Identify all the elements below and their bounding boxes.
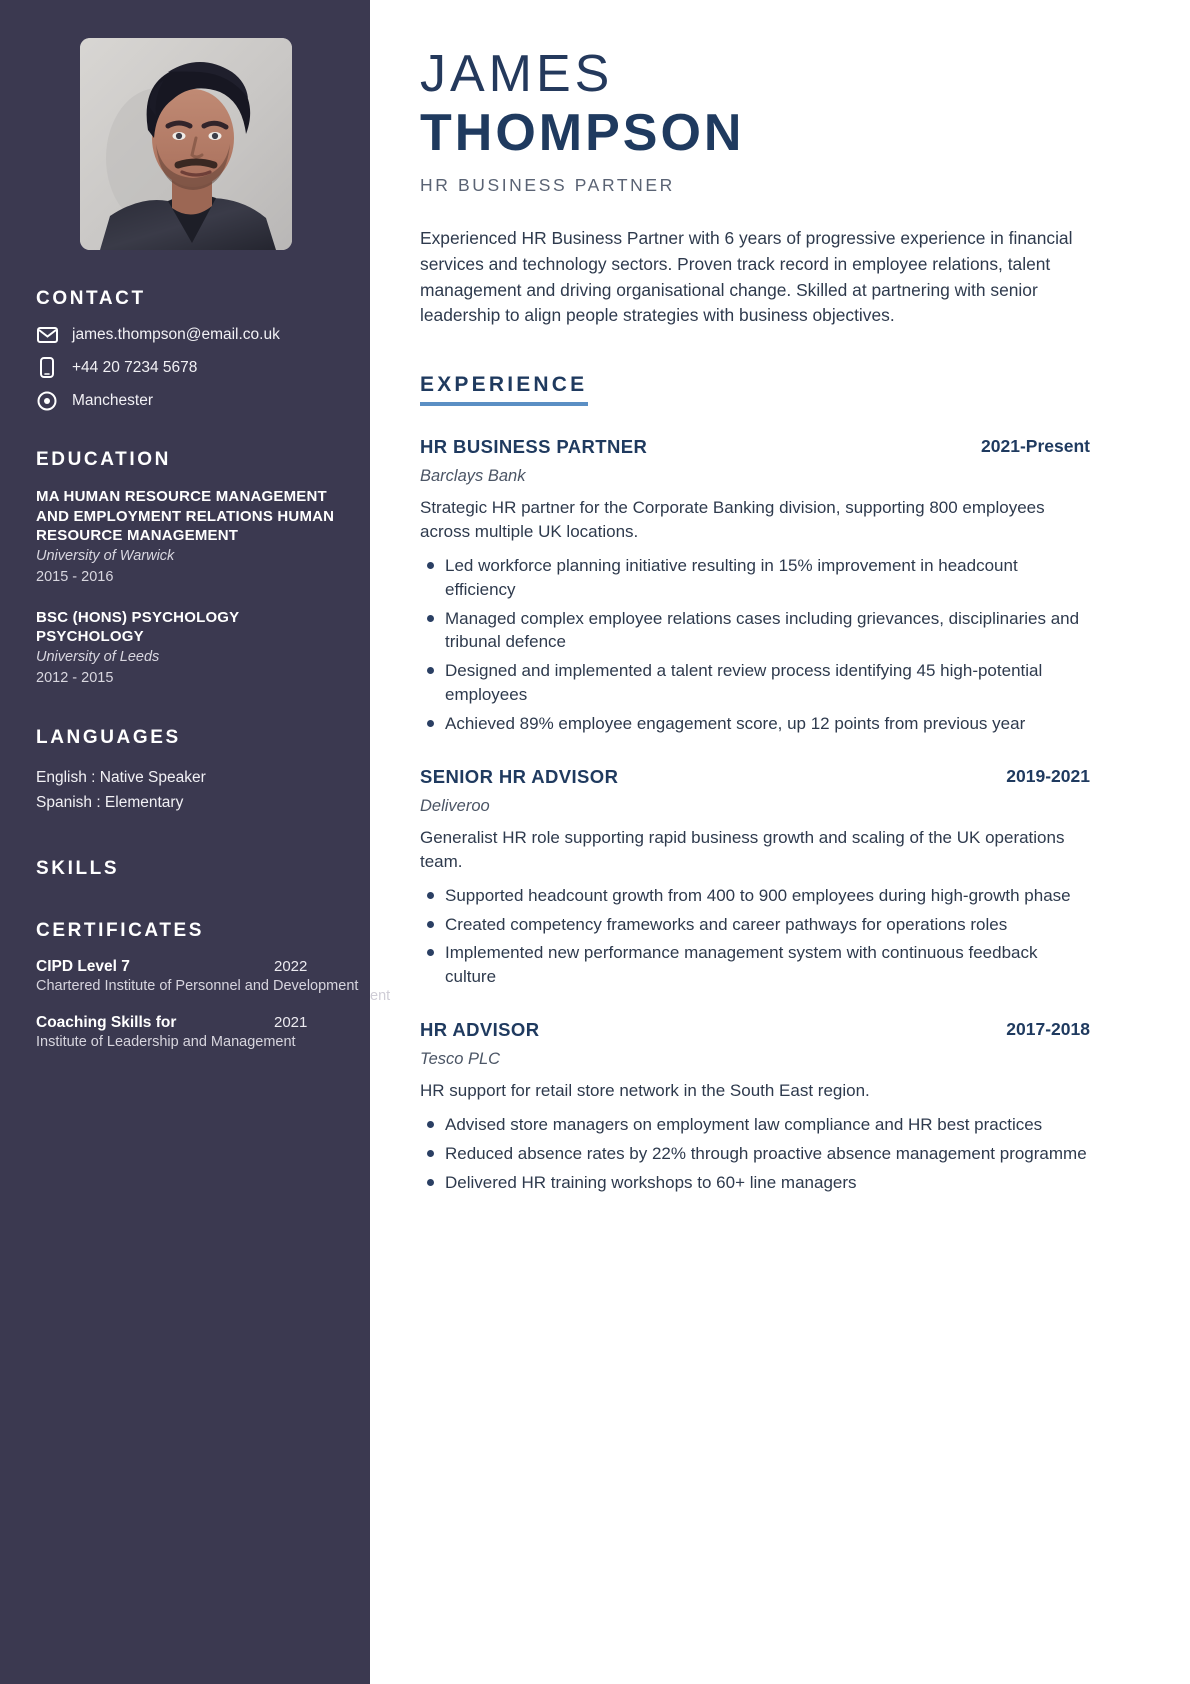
- experience-bullet: Designed and implemented a talent review process identifying 45 high-potential employees: [420, 659, 1090, 707]
- experience-description: Strategic HR partner for the Corporate Banking division, supporting 800 employees across multiple UK locations.: [420, 497, 1045, 541]
- experience-heading-rule: [420, 402, 588, 406]
- experience-company: Tesco PLC: [420, 1049, 501, 1068]
- language-item: English : Native Speaker: [36, 768, 206, 786]
- envelope-icon: [36, 327, 58, 343]
- languages-heading: LANGUAGES: [36, 726, 181, 748]
- education-years: 2012 - 2015: [36, 669, 114, 686]
- experience-bullet: Implemented new performance management system with continuous feedback culture: [420, 941, 1090, 989]
- experience-company: Barclays Bank: [420, 466, 526, 485]
- education-school: University of Warwick: [36, 547, 175, 564]
- education-degree: BSC (HONS) PSYCHOLOGY PSYCHOLOGY: [36, 608, 240, 646]
- experience-bullet: Supported headcount growth from 400 to 900 employees during high-growth phase: [420, 884, 1090, 908]
- certificates-heading: CERTIFICATES: [36, 919, 205, 941]
- last-name: THOMPSON: [420, 104, 745, 163]
- experience-bullet: Advised store managers on employment law compliance and HR best practices: [420, 1113, 1090, 1137]
- experience-bullet: Reduced absence rates by 22% through proactive absence management programme: [420, 1142, 1090, 1166]
- experience-dates: 2017-2018: [1006, 1018, 1090, 1039]
- education-item: [36, 608, 338, 689]
- experience-role: HR BUSINESS PARTNER: [420, 435, 648, 457]
- education-years: 2015 - 2016: [36, 568, 114, 585]
- experience-bullet: Created competency frameworks and career pathways for operations roles: [420, 913, 1090, 937]
- education-school: University of Leeds: [36, 648, 160, 665]
- experience-entry: [420, 436, 1090, 736]
- experience-entry: [420, 766, 1090, 989]
- experience-bullet: Managed complex employee relations cases including grievances, disciplinaries and tribunal defence: [420, 607, 1090, 655]
- location-pin-icon: [36, 391, 58, 411]
- certificate-year: 2022: [274, 957, 308, 975]
- experience-heading: EXPERIENCE: [420, 372, 588, 396]
- sidebar: [0, 0, 370, 1684]
- contact-email-value: james.thompson@email.co.uk: [72, 326, 280, 343]
- experience-role: SENIOR HR ADVISOR: [420, 765, 619, 787]
- skills-heading: SKILLS: [36, 857, 120, 879]
- education-degree: MA HUMAN RESOURCE MANAGEMENT AND EMPLOYMENT RELATIONS HUMAN RESOURCE MANAGEMENT: [36, 488, 335, 544]
- experience-bullet-list: [420, 884, 1090, 989]
- professional-summary: Experienced HR Business Partner with 6 years of progressive experience in financial services and technology sectors. Proven track record in employee relations, talent management and driving organisational change. Skilled at partnering with senior leadership to align people strategies with business objectives.: [420, 228, 1073, 326]
- experience-entry: [420, 1019, 1090, 1195]
- main-content: [370, 0, 1190, 1684]
- certificate-year: 2021: [274, 1014, 308, 1032]
- certificate-issuer: Chartered Institute of Personnel and Development: [36, 977, 359, 994]
- phone-icon: [36, 357, 58, 378]
- experience-bullet-list: [420, 1113, 1090, 1194]
- experience-bullet: Led workforce planning initiative resulting in 15% improvement in headcount efficiency: [420, 554, 1090, 602]
- experience-description: Generalist HR role supporting rapid business growth and scaling of the UK operations team.: [420, 827, 1065, 871]
- certificate-overflow-fragment: ent: [370, 988, 391, 1004]
- contact-phone-row[interactable]: [36, 357, 338, 378]
- experience-description: HR support for retail store network in the South East region.: [420, 1080, 870, 1100]
- profile-photo: [80, 38, 292, 250]
- first-name: JAMES: [420, 45, 614, 103]
- experience-entry-header: [420, 766, 1090, 788]
- contact-heading: CONTACT: [36, 288, 146, 309]
- education-item: [36, 487, 338, 588]
- certificate-name: Coaching Skills for: [36, 1014, 177, 1032]
- experience-dates: 2019-2021: [1006, 765, 1090, 786]
- contact-email-row[interactable]: [36, 326, 338, 344]
- education-heading: EDUCATION: [36, 449, 171, 470]
- experience-bullet: Delivered HR training workshops to 60+ line managers: [420, 1171, 1090, 1195]
- certificate-item: [36, 957, 359, 998]
- certificate-item: [36, 1014, 338, 1054]
- experience-entry-header: [420, 1019, 1090, 1041]
- experience-entry-header: [420, 436, 1090, 458]
- experience-dates: 2021-Present: [981, 435, 1090, 456]
- contact-location-row[interactable]: [36, 391, 338, 411]
- job-title: HR BUSINESS PARTNER: [420, 175, 675, 196]
- experience-role: HR ADVISOR: [420, 1018, 540, 1040]
- contact-phone-value: +44 20 7234 5678: [72, 358, 198, 376]
- experience-bullet-list: [420, 554, 1090, 736]
- experience-company: Deliveroo: [420, 796, 490, 815]
- language-item: Spanish : Elementary: [36, 794, 184, 812]
- certificate-name: CIPD Level 7: [36, 957, 130, 975]
- experience-bullet: Achieved 89% employee engagement score, up 12 points from previous year: [420, 712, 1090, 736]
- contact-location-value: Manchester: [72, 392, 153, 409]
- certificate-issuer: Institute of Leadership and Management: [36, 1034, 296, 1051]
